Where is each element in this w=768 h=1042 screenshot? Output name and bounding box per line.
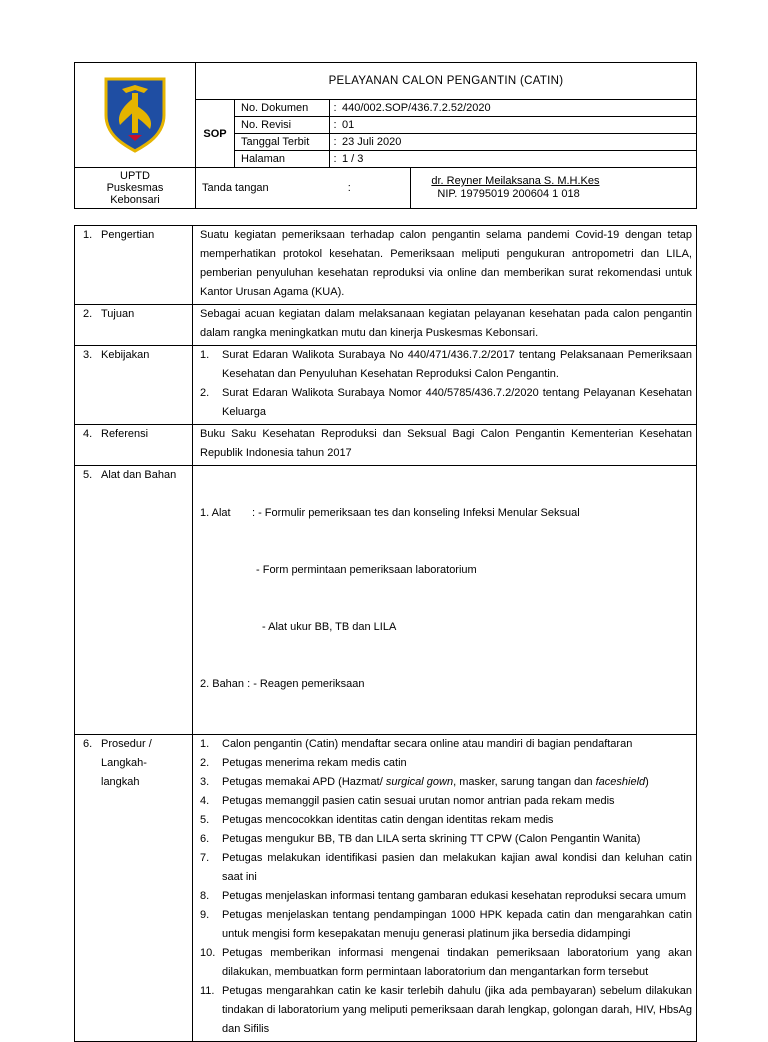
- section-row: [75, 346, 697, 425]
- item-text: Petugas mengukur BB, TB dan LILA serta skrining TT CPW (Calon Pengantin Wanita): [222, 833, 641, 845]
- section-row: [75, 425, 697, 466]
- list-item: [200, 849, 692, 887]
- list-item: [200, 887, 692, 906]
- section-content: [193, 346, 697, 425]
- list-item: [200, 792, 692, 811]
- logo-cell: [75, 63, 196, 168]
- section-number: 2.: [83, 308, 93, 320]
- section-label: [75, 466, 193, 735]
- meta-row: [235, 151, 696, 168]
- document-meta-table: [235, 100, 696, 167]
- item-number: 2.: [200, 387, 210, 399]
- item-number: 4.: [200, 795, 210, 807]
- item-text: Petugas mencocokkan identitas catin dengan identitas rekam medis: [222, 814, 554, 826]
- section-title: Prosedur /: [101, 738, 152, 750]
- item-number: 10.: [200, 947, 216, 959]
- meta-value: 01: [340, 117, 696, 134]
- item-number: 5.: [200, 814, 210, 826]
- list-item: [200, 830, 692, 849]
- item-text: Petugas menerima rekam medis catin: [222, 757, 407, 769]
- meta-row: [235, 134, 696, 151]
- section-content: Buku Saku Kesehatan Reproduksi dan Seksual Bagi Calon Pengantin Kementerian Kesehatan Republik Indonesia tahun 2017: [193, 425, 697, 466]
- list-item: [200, 811, 692, 830]
- tools-line: - Form permintaan pemeriksaan laboratorium: [256, 564, 477, 576]
- meta-value: 440/002.SOP/436.7.2.52/2020: [340, 100, 696, 117]
- item-text: Petugas menjelaskan tentang pendampingan 1000 HPK kepada catin dan mengarahkan catin untuk mengisi form kesepakatan menuju generasi platinum jika bersedia didampingi: [222, 909, 692, 940]
- signature-label: Tanda tangan: [202, 182, 269, 194]
- item-text: Petugas mengarahkan catin ke kasir terlebih dahulu (jika ada pembayaran) sebelum dilakukan tindakan di laboratorium yang meliputi pemeriksaan darah lengkap, golongan darah, HIV, HbsAg dan Sifilis: [222, 985, 692, 1035]
- section-label: [75, 226, 193, 305]
- list-item: [200, 944, 692, 982]
- section-title: Tujuan: [101, 308, 135, 320]
- section-content: Suatu kegiatan pemeriksaan terhadap calon pengantin selama pandemi Covid-19 dengan tetap memperhatikan protokol kesehatan. Pemeriksaan meliputi pengukuran antropometri dan LILA, pemberian penyuluhan kesehatan reproduksi via online dan memberikan surat rekomendasi untuk Kantor Urusan Agama (KUA).: [193, 226, 697, 305]
- section-title: Referensi: [101, 428, 149, 440]
- signature-colon: :: [347, 182, 351, 194]
- item-text-part: ): [645, 776, 649, 788]
- org-line: UPTD: [120, 170, 150, 182]
- section-title: Langkah-: [101, 757, 147, 769]
- item-text: Petugas memberikan informasi mengenai tindakan pemeriksaan laboratorium yang akan dilakukan, membuatkan form permintaan laboratorium dan mengantarkan form tersebut: [222, 947, 692, 978]
- list-item: [200, 982, 692, 1039]
- item-text-italic: faceshield: [595, 776, 646, 788]
- section-content: Sebagai acuan kegiatan dalam melaksanaan kegiatan pelayanan kesehatan pada calon pengantin dalam rangka meningkatkan mutu dan kinerja Puskesmas Kebonsari.: [193, 305, 697, 346]
- section-content: [193, 735, 697, 1042]
- meta-colon: :: [330, 117, 341, 134]
- meta-value: 23 Juli 2020: [340, 134, 696, 151]
- list-item: [200, 384, 692, 422]
- item-number: 8.: [200, 890, 210, 902]
- sop-content-table: [74, 225, 697, 1042]
- section-number: 1.: [83, 229, 93, 241]
- meta-row: [235, 117, 696, 134]
- org-line: Kebonsari: [110, 194, 160, 206]
- item-number: 6.: [200, 833, 210, 845]
- item-number: 2.: [200, 757, 210, 769]
- meta-colon: :: [330, 100, 341, 117]
- item-number: 9.: [200, 909, 210, 921]
- list-item: [200, 754, 692, 773]
- section-row: [75, 466, 697, 735]
- signer-name: dr. Reyner Meilaksana S. M.H.Kes: [431, 175, 600, 187]
- meta-colon: :: [330, 151, 341, 168]
- meta-key: Tanggal Terbit: [235, 134, 330, 151]
- tools-line: 1. Alat : - Formulir pemeriksaan tes dan konseling Infeksi Menular Seksual: [200, 507, 580, 519]
- section-number: 5.: [83, 469, 93, 481]
- section-number: 4.: [83, 428, 93, 440]
- item-text: Surat Edaran Walikota Surabaya Nomor 440/5785/436.7.2/2020 tentang Pelayanan Kesehatan Keluarga: [222, 387, 692, 418]
- surabaya-emblem-logo: [102, 75, 168, 153]
- section-number: 3.: [83, 349, 93, 361]
- meta-container: [235, 100, 697, 168]
- meta-value: 1 / 3: [340, 151, 696, 168]
- materials-line: 2. Bahan : - Reagen pemeriksaan: [200, 678, 365, 690]
- sop-label: SOP: [196, 100, 235, 168]
- section-title: Pengertian: [101, 229, 155, 241]
- item-text: Petugas menjelaskan informasi tentang gambaran edukasi kesehatan reproduksi secara umum: [222, 890, 687, 902]
- section-label: [75, 305, 193, 346]
- item-text-italic: surgical gown: [385, 776, 454, 788]
- meta-key: No. Dokumen: [235, 100, 330, 117]
- meta-key: Halaman: [235, 151, 330, 168]
- document-title: PELAYANAN CALON PENGANTIN (CATIN): [196, 63, 697, 100]
- item-number: 11.: [200, 985, 215, 997]
- item-text: [222, 773, 692, 792]
- signer-cell: [411, 168, 697, 209]
- meta-key: No. Revisi: [235, 117, 330, 134]
- list-item: [200, 735, 692, 754]
- org-line: Puskesmas: [106, 182, 164, 194]
- list-item: [200, 773, 692, 792]
- signer-nip: NIP. 19795019 200604 1 018: [437, 188, 580, 200]
- section-content: [193, 466, 697, 735]
- section-label: [75, 346, 193, 425]
- item-number: 1.: [200, 349, 210, 361]
- section-title: langkah: [101, 776, 140, 788]
- section-number: 6.: [83, 738, 93, 750]
- item-text: Petugas melakukan identifikasi pasien dan melakukan kajian awal kondisi dan keluhan catin saat ini: [222, 852, 692, 883]
- organization-cell: [75, 168, 196, 209]
- section-row: [75, 226, 697, 305]
- signature-label-cell: [196, 168, 411, 209]
- section-row: [75, 305, 697, 346]
- item-text: Surat Edaran Walikota Surabaya No 440/471/436.7.2/2017 tentang Pelaksanaan Pemeriksaan Kesehatan dan Penyuluhan Kesehatan Reproduksi Calon Pengantin.: [222, 349, 692, 380]
- section-label: [75, 735, 193, 1042]
- item-text: Petugas memanggil pasien catin sesuai urutan nomor antrian pada rekam medis: [222, 795, 615, 807]
- item-text: Calon pengantin (Catin) mendaftar secara online atau mandiri di bagian pendaftaran: [222, 738, 633, 750]
- item-text-part: , masker, sarung tangan dan: [453, 776, 596, 788]
- section-title: Alat dan Bahan: [101, 469, 177, 481]
- meta-row: [235, 100, 696, 117]
- meta-colon: :: [330, 134, 341, 151]
- item-number: 1.: [200, 738, 210, 750]
- sop-header-table: [74, 62, 697, 209]
- item-text-part: Petugas memakai APD (Hazmat/: [222, 776, 386, 788]
- item-number: 3.: [200, 776, 210, 788]
- list-item: [200, 346, 692, 384]
- section-title: Kebijakan: [101, 349, 150, 361]
- section-row: [75, 735, 697, 1042]
- list-item: [200, 906, 692, 944]
- item-number: 7.: [200, 852, 210, 864]
- tools-line: - Alat ukur BB, TB dan LILA: [262, 621, 397, 633]
- section-label: [75, 425, 193, 466]
